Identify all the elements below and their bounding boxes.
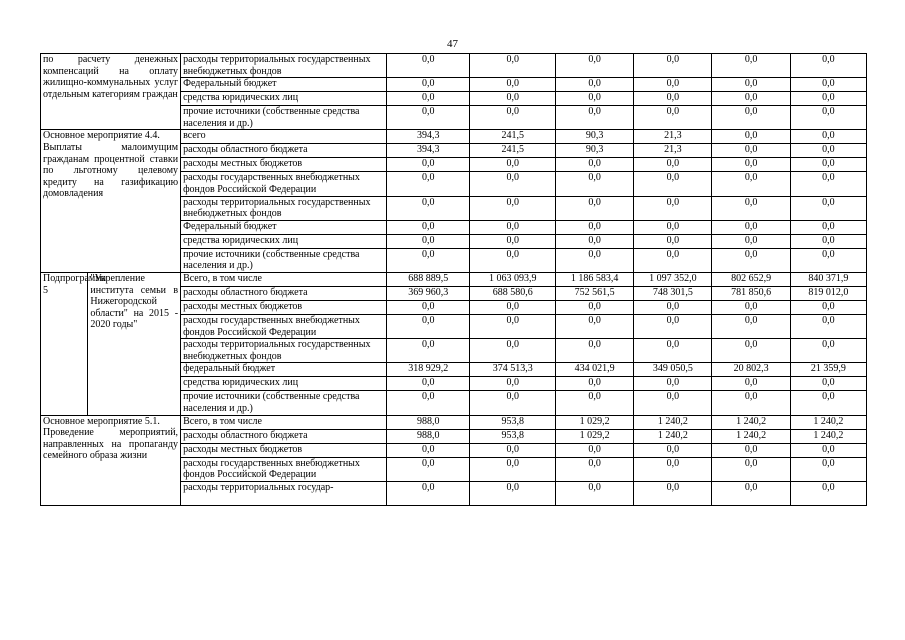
amount-cell: 0,0 [712,457,790,481]
funding-source: средства юридических лиц [181,92,387,106]
amount-cell: 0,0 [387,92,470,106]
amount-cell: 0,0 [387,158,470,172]
funding-source: всего [181,130,387,144]
amount-cell: 781 850,6 [712,286,790,300]
amount-cell: 21 359,9 [790,363,866,377]
amount-cell: 0,0 [790,78,866,92]
amount-cell: 0,0 [470,220,555,234]
amount-cell: 0,0 [634,339,712,363]
funding-source: расходы территориальных государственных внебюджетных фондов [181,339,387,363]
funding-source: Федеральный бюджет [181,78,387,92]
funding-source: расходы областного бюджета [181,429,387,443]
amount-cell: 1 186 583,4 [555,272,633,286]
amount-cell: 374 513,3 [470,363,555,377]
amount-cell: 0,0 [790,106,866,130]
amount-cell: 0,0 [387,248,470,272]
funding-source: расходы местных бюджетов [181,300,387,314]
amount-cell: 0,0 [790,300,866,314]
amount-cell: 0,0 [790,443,866,457]
amount-cell: 0,0 [790,314,866,338]
amount-cell: 0,0 [790,457,866,481]
amount-cell: 0,0 [634,443,712,457]
amount-cell: 0,0 [387,339,470,363]
table-body [41,54,867,506]
amount-cell: 0,0 [387,481,470,505]
amount-cell: 0,0 [634,391,712,415]
amount-cell: 1 063 093,9 [470,272,555,286]
amount-cell: 0,0 [555,481,633,505]
amount-cell: 0,0 [555,339,633,363]
amount-cell: 0,0 [387,78,470,92]
amount-cell: 0,0 [790,220,866,234]
funding-source: средства юридических лиц [181,234,387,248]
amount-cell: 0,0 [634,234,712,248]
amount-cell: 0,0 [712,481,790,505]
table-row [41,272,867,286]
table-row [41,54,867,78]
amount-cell: 0,0 [470,300,555,314]
amount-cell: 0,0 [634,54,712,78]
amount-cell: 241,5 [470,144,555,158]
amount-cell: 0,0 [712,54,790,78]
amount-cell: 0,0 [387,457,470,481]
amount-cell: 0,0 [470,172,555,196]
amount-cell: 0,0 [712,300,790,314]
amount-cell: 953,8 [470,429,555,443]
amount-cell: 0,0 [790,54,866,78]
measure-name [41,415,181,505]
amount-cell: 0,0 [712,391,790,415]
amount-cell: 394,3 [387,144,470,158]
funding-source: расходы государственных внебюджетных фондов Российской Федерации [181,314,387,338]
amount-cell: 802 652,9 [712,272,790,286]
amount-cell: 0,0 [790,391,866,415]
amount-cell: 0,0 [470,92,555,106]
funding-source: расходы местных бюджетов [181,443,387,457]
amount-cell: 0,0 [634,78,712,92]
amount-cell: 0,0 [470,158,555,172]
funding-source: расходы местных бюджетов [181,158,387,172]
funding-source: расходы областного бюджета [181,144,387,158]
amount-cell: 0,0 [470,457,555,481]
funding-source: Всего, в том числе [181,272,387,286]
amount-cell: 0,0 [387,377,470,391]
amount-cell: 1 097 352,0 [634,272,712,286]
amount-cell: 0,0 [470,196,555,220]
amount-cell: 349 050,5 [634,363,712,377]
amount-cell: 0,0 [634,377,712,391]
amount-cell: 1 029,2 [555,415,633,429]
amount-cell: 0,0 [790,339,866,363]
measure-name-line: Основное мероприятие 4.4. [43,130,160,142]
amount-cell: 0,0 [387,234,470,248]
funding-source: Федеральный бюджет [181,220,387,234]
funding-source: Всего, в том числе [181,415,387,429]
amount-cell: 0,0 [712,92,790,106]
amount-cell: 0,0 [387,220,470,234]
amount-cell: 0,0 [470,248,555,272]
amount-cell: 0,0 [555,158,633,172]
amount-cell: 0,0 [387,314,470,338]
amount-cell: 0,0 [790,130,866,144]
amount-cell: 752 561,5 [555,286,633,300]
funding-source: расходы территориальных государственных внебюджетных фондов [181,54,387,78]
amount-cell: 0,0 [555,54,633,78]
funding-source: прочие источники (собственные средства населения и др.) [181,106,387,130]
amount-cell: 0,0 [712,158,790,172]
funding-source: расходы территориальных государственных внебюджетных фондов [181,196,387,220]
amount-cell: 0,0 [555,106,633,130]
amount-cell: 241,5 [470,130,555,144]
amount-cell: 0,0 [555,172,633,196]
measure-name-line: Основное мероприятие 5.1. [43,415,160,427]
amount-cell: 819 012,0 [790,286,866,300]
amount-cell: 688 580,6 [470,286,555,300]
amount-cell: 0,0 [712,443,790,457]
amount-cell: 988,0 [387,415,470,429]
funding-source: расходы областного бюджета [181,286,387,300]
amount-cell: 0,0 [470,443,555,457]
funding-source: расходы государственных внебюджетных фондов Российской Федерации [181,457,387,481]
amount-cell: 0,0 [790,92,866,106]
amount-cell: 0,0 [712,144,790,158]
table-row [41,130,867,144]
amount-cell: 0,0 [387,172,470,196]
budget-table [40,53,867,506]
amount-cell: 840 371,9 [790,272,866,286]
amount-cell: 0,0 [470,54,555,78]
amount-cell: 0,0 [712,78,790,92]
amount-cell: 0,0 [790,248,866,272]
amount-cell: 20 802,3 [712,363,790,377]
amount-cell: 0,0 [387,106,470,130]
amount-cell: 0,0 [387,196,470,220]
funding-source: расходы государственных внебюджетных фондов Российской Федерации [181,172,387,196]
measure-name-line: Выплаты малоимущим гражданам процентной ставки по льготному целевому кредиту на газификацию домовладения [43,141,179,200]
amount-cell: 0,0 [712,172,790,196]
amount-cell: 0,0 [634,92,712,106]
subprogram-label: Подпрограмма 5 [41,272,88,415]
amount-cell: 1 240,2 [790,429,866,443]
amount-cell: 0,0 [470,339,555,363]
amount-cell: 0,0 [634,220,712,234]
amount-cell: 0,0 [555,78,633,92]
amount-cell: 0,0 [790,234,866,248]
amount-cell: 0,0 [634,106,712,130]
amount-cell: 0,0 [555,220,633,234]
funding-source: расходы территориальных государ- [181,481,387,505]
amount-cell: 0,0 [634,172,712,196]
amount-cell: 0,0 [634,457,712,481]
amount-cell: 1 240,2 [634,429,712,443]
amount-cell: 21,3 [634,130,712,144]
amount-cell: 0,0 [555,196,633,220]
amount-cell: 748 301,5 [634,286,712,300]
amount-cell: 0,0 [712,377,790,391]
amount-cell: 0,0 [555,300,633,314]
amount-cell: 0,0 [790,172,866,196]
amount-cell: 0,0 [634,314,712,338]
amount-cell: 953,8 [470,415,555,429]
amount-cell: 0,0 [555,92,633,106]
amount-cell: 0,0 [712,314,790,338]
amount-cell: 1 240,2 [634,415,712,429]
amount-cell: 0,0 [555,234,633,248]
amount-cell: 1 029,2 [555,429,633,443]
amount-cell: 0,0 [712,339,790,363]
amount-cell: 0,0 [634,158,712,172]
funding-source: средства юридических лиц [181,377,387,391]
amount-cell: 0,0 [790,481,866,505]
amount-cell: 688 889,5 [387,272,470,286]
amount-cell: 0,0 [634,248,712,272]
amount-cell: 434 021,9 [555,363,633,377]
amount-cell: 988,0 [387,429,470,443]
amount-cell: 0,0 [470,106,555,130]
amount-cell: 0,0 [555,314,633,338]
amount-cell: 0,0 [712,220,790,234]
amount-cell: 0,0 [470,78,555,92]
amount-cell: 21,3 [634,144,712,158]
amount-cell: 318 929,2 [387,363,470,377]
amount-cell: 0,0 [387,443,470,457]
amount-cell: 0,0 [790,196,866,220]
amount-cell: 0,0 [470,481,555,505]
amount-cell: 0,0 [555,457,633,481]
page-number: 47 [447,38,458,50]
amount-cell: 0,0 [634,481,712,505]
amount-cell: 90,3 [555,130,633,144]
amount-cell: 0,0 [470,314,555,338]
measure-name-line: Проведение мероприятий, направленных на пропаганду семейного образа жизни [43,427,179,462]
amount-cell: 0,0 [712,234,790,248]
amount-cell: 90,3 [555,144,633,158]
measure-name-line: "Укрепление института семьи в Нижегородской области" на 2015 - 2020 годы" [90,272,179,331]
amount-cell: 1 240,2 [790,415,866,429]
amount-cell: 0,0 [555,377,633,391]
amount-cell: 0,0 [712,196,790,220]
amount-cell: 0,0 [470,391,555,415]
amount-cell: 0,0 [555,391,633,415]
amount-cell: 0,0 [634,300,712,314]
amount-cell: 0,0 [790,144,866,158]
funding-source: прочие источники (собственные средства населения и др.) [181,248,387,272]
measure-name-line: по расчету денежных компенсаций на оплату жилищно-коммунальных услуг отдельным категориям граждан [43,54,179,100]
amount-cell: 369 960,3 [387,286,470,300]
measure-name [41,54,181,130]
amount-cell: 1 240,2 [712,415,790,429]
amount-cell: 0,0 [555,248,633,272]
amount-cell: 0,0 [790,158,866,172]
amount-cell: 394,3 [387,130,470,144]
amount-cell: 0,0 [387,391,470,415]
amount-cell: 0,0 [387,300,470,314]
amount-cell: 1 240,2 [712,429,790,443]
funding-source: прочие источники (собственные средства населения и др.) [181,391,387,415]
measure-name [88,272,181,415]
amount-cell: 0,0 [712,248,790,272]
amount-cell: 0,0 [555,443,633,457]
table-row [41,415,867,429]
amount-cell: 0,0 [470,234,555,248]
measure-name [41,130,181,273]
funding-source: федеральный бюджет [181,363,387,377]
amount-cell: 0,0 [387,54,470,78]
amount-cell: 0,0 [712,106,790,130]
amount-cell: 0,0 [470,377,555,391]
amount-cell: 0,0 [790,377,866,391]
amount-cell: 0,0 [712,130,790,144]
amount-cell: 0,0 [634,196,712,220]
